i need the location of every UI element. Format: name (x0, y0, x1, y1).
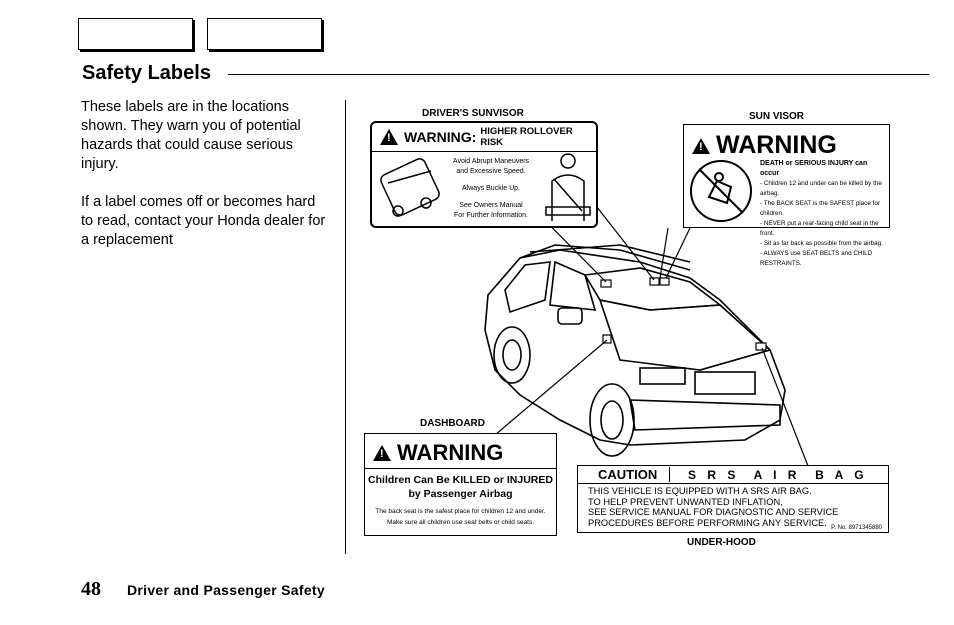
rollover-line-3: Always Buckle Up. (462, 185, 520, 192)
caption-dashboard: DASHBOARD (420, 418, 485, 429)
underhood-line: THIS VEHICLE IS EQUIPPED WITH A SRS AIR BAG. (588, 486, 812, 496)
rollover-vehicle-icon (376, 153, 446, 225)
label-sun-visor-warning (683, 124, 890, 267)
dashboard-line-3: The back seat is the safest place for children 12 and under. (375, 508, 546, 515)
underhood-caution-word: CAUTION (578, 467, 670, 482)
warning-triangle-icon (380, 129, 398, 145)
underhood-line: SEE SERVICE MANUAL FOR DIAGNOSTIC AND SERVICE (588, 507, 839, 517)
dashboard-line-2: by Passenger Airbag (408, 488, 513, 500)
sunvisor-bullet: - ALWAYS use SEAT BELTS and CHILD RESTRAINTS. (760, 250, 873, 267)
sunvisor-bullet: - Children 12 and under can be killed by the airbag. (760, 180, 882, 197)
section-title: Driver and Passenger Safety (127, 582, 325, 598)
intro-paragraph-1: These labels are in the locations shown. They warn you of potential hazards that could cause serious injury. (81, 99, 301, 172)
caption-drivers-sunvisor: DRIVER'S SUNVISOR (422, 108, 524, 119)
rollover-line-2: and Excessive Speed. (456, 168, 526, 175)
underhood-line: PROCEDURES BEFORE PERFORMING ANY SERVICE. (588, 517, 827, 528)
rollover-line-5: For Further Information. (454, 212, 528, 219)
sunvisor-bullet: - Sit as far back as possible from the airbag. (760, 240, 883, 247)
underhood-part-number: P. No. 8971345880 (831, 525, 882, 531)
warning-triangle-icon (373, 445, 391, 461)
label-underhood-caution (577, 465, 889, 533)
label-dashboard-warning (364, 433, 557, 536)
sunvisor-warning-word: WARNING (716, 131, 837, 159)
page-number: 48 (81, 578, 101, 600)
rollover-headline: HIGHER ROLLOVER RISK (480, 126, 573, 148)
rollover-line-4: See Owners Manual (459, 202, 523, 209)
dashboard-line-1: Children Can Be KILLED or INJURED (368, 474, 553, 486)
seatbelt-person-icon (538, 149, 598, 225)
underhood-srs-heading: S R S A I R B A G (688, 467, 868, 482)
caption-under-hood: UNDER-HOOD (687, 537, 756, 548)
dashboard-line-4: Make sure all children use seat belts or child seats. (386, 519, 535, 526)
no-child-seat-icon (687, 157, 757, 227)
rollover-warning-word: WARNING: (404, 129, 477, 145)
dashboard-warning-word: WARNING (397, 440, 504, 465)
label-rollover-warning (370, 121, 598, 228)
sunvisor-subhead: DEATH or SERIOUS INJURY can occur (760, 160, 868, 177)
caption-sun-visor: SUN VISOR (749, 111, 805, 122)
sunvisor-bullet: - The BACK SEAT is the SAFEST place for children. (760, 200, 880, 217)
sunvisor-bullet: - NEVER put a rear-facing child seat in the front. (760, 220, 879, 237)
intro-paragraph-2: If a label comes off or becomes hard to read, contact your Honda dealer for a replacement (81, 194, 326, 248)
warning-triangle-icon (692, 138, 710, 154)
page-title: Safety Labels (82, 62, 211, 84)
underhood-line: TO HELP PREVENT UNWANTED INFLATION, (588, 496, 783, 507)
rollover-line-1: Avoid Abrupt Maneuvers (452, 158, 530, 165)
